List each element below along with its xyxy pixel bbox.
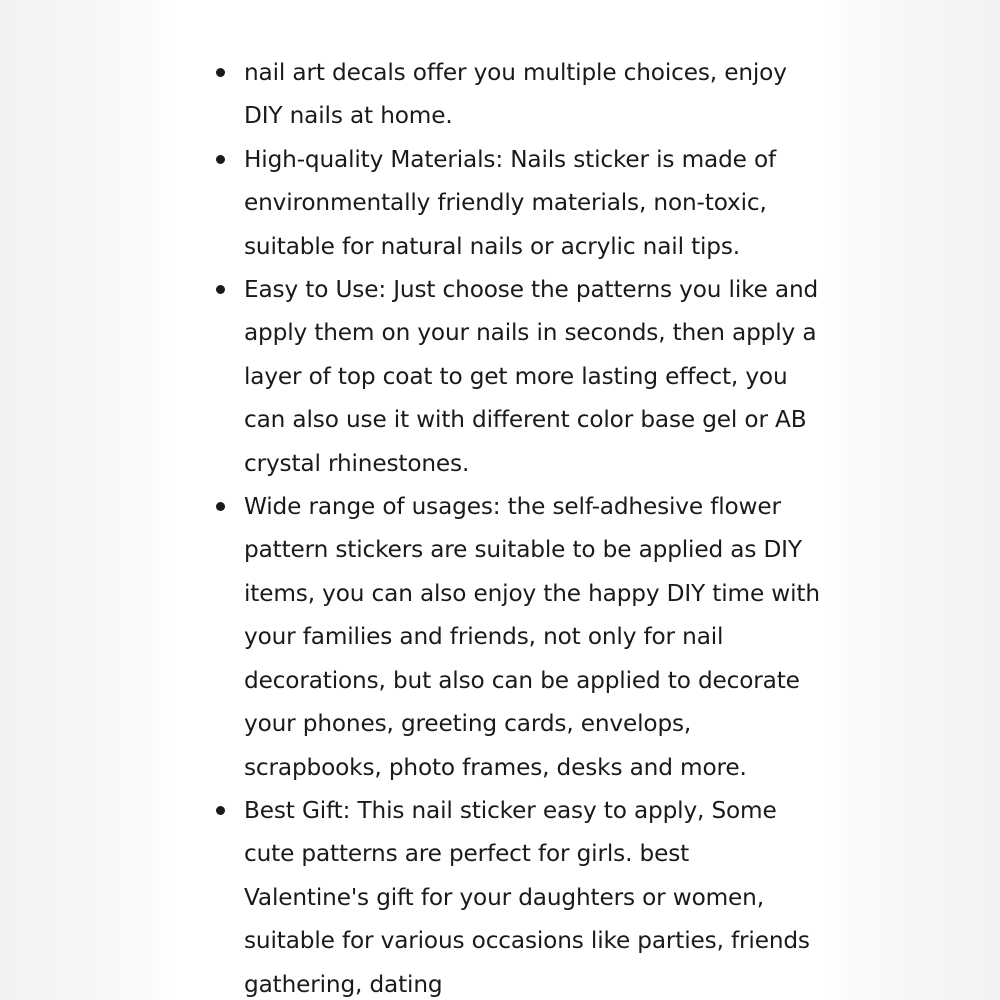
- bullet-dot-icon: [216, 806, 225, 815]
- list-item-best-gift: [210, 789, 820, 1000]
- list-item-text: Easy to Use: Just choose the patterns you like and apply them on your nails in seconds, then apply a layer of top coat to get more lasting effect, you can also use it with different color base gel or AB crystal rhinestones.: [244, 276, 819, 477]
- bullet-dot-icon: [216, 285, 225, 294]
- product-description: [210, 51, 820, 1000]
- list-item-text: Best Gift: This nail sticker easy to apply, Some cute patterns are perfect for girls. best Valentine's gift for your daughters or women, suitable for various occasions like parties, friends gathering, dating: [244, 796, 810, 998]
- list-item-text: Wide range of usages: the self-adhesive flower pattern stickers are suitable to be applied as DIY items, you can also enjoy the happy DIY time with your families and friends, not only for nail decorations, but also can be applied to decorate your phones, greeting cards, envelops, scrapbooks, photo frames, desks and more.: [244, 493, 820, 781]
- list-item-usages: [210, 485, 820, 789]
- list-item-text: nail art decals offer you multiple choices, enjoy DIY nails at home.: [244, 59, 787, 130]
- feature-bullet-list: [210, 51, 820, 1000]
- list-item-materials: [210, 138, 820, 268]
- bullet-dot-icon: [216, 155, 225, 164]
- list-item-text: High-quality Materials: Nails sticker is made of environmentally friendly materials, non-toxic, suitable for natural nails or acrylic nail tips.: [244, 145, 777, 260]
- list-item-easy-to-use: [210, 268, 820, 485]
- bullet-dot-icon: [216, 68, 225, 77]
- bullet-dot-icon: [216, 502, 225, 511]
- list-item-diy-nails: [210, 51, 820, 138]
